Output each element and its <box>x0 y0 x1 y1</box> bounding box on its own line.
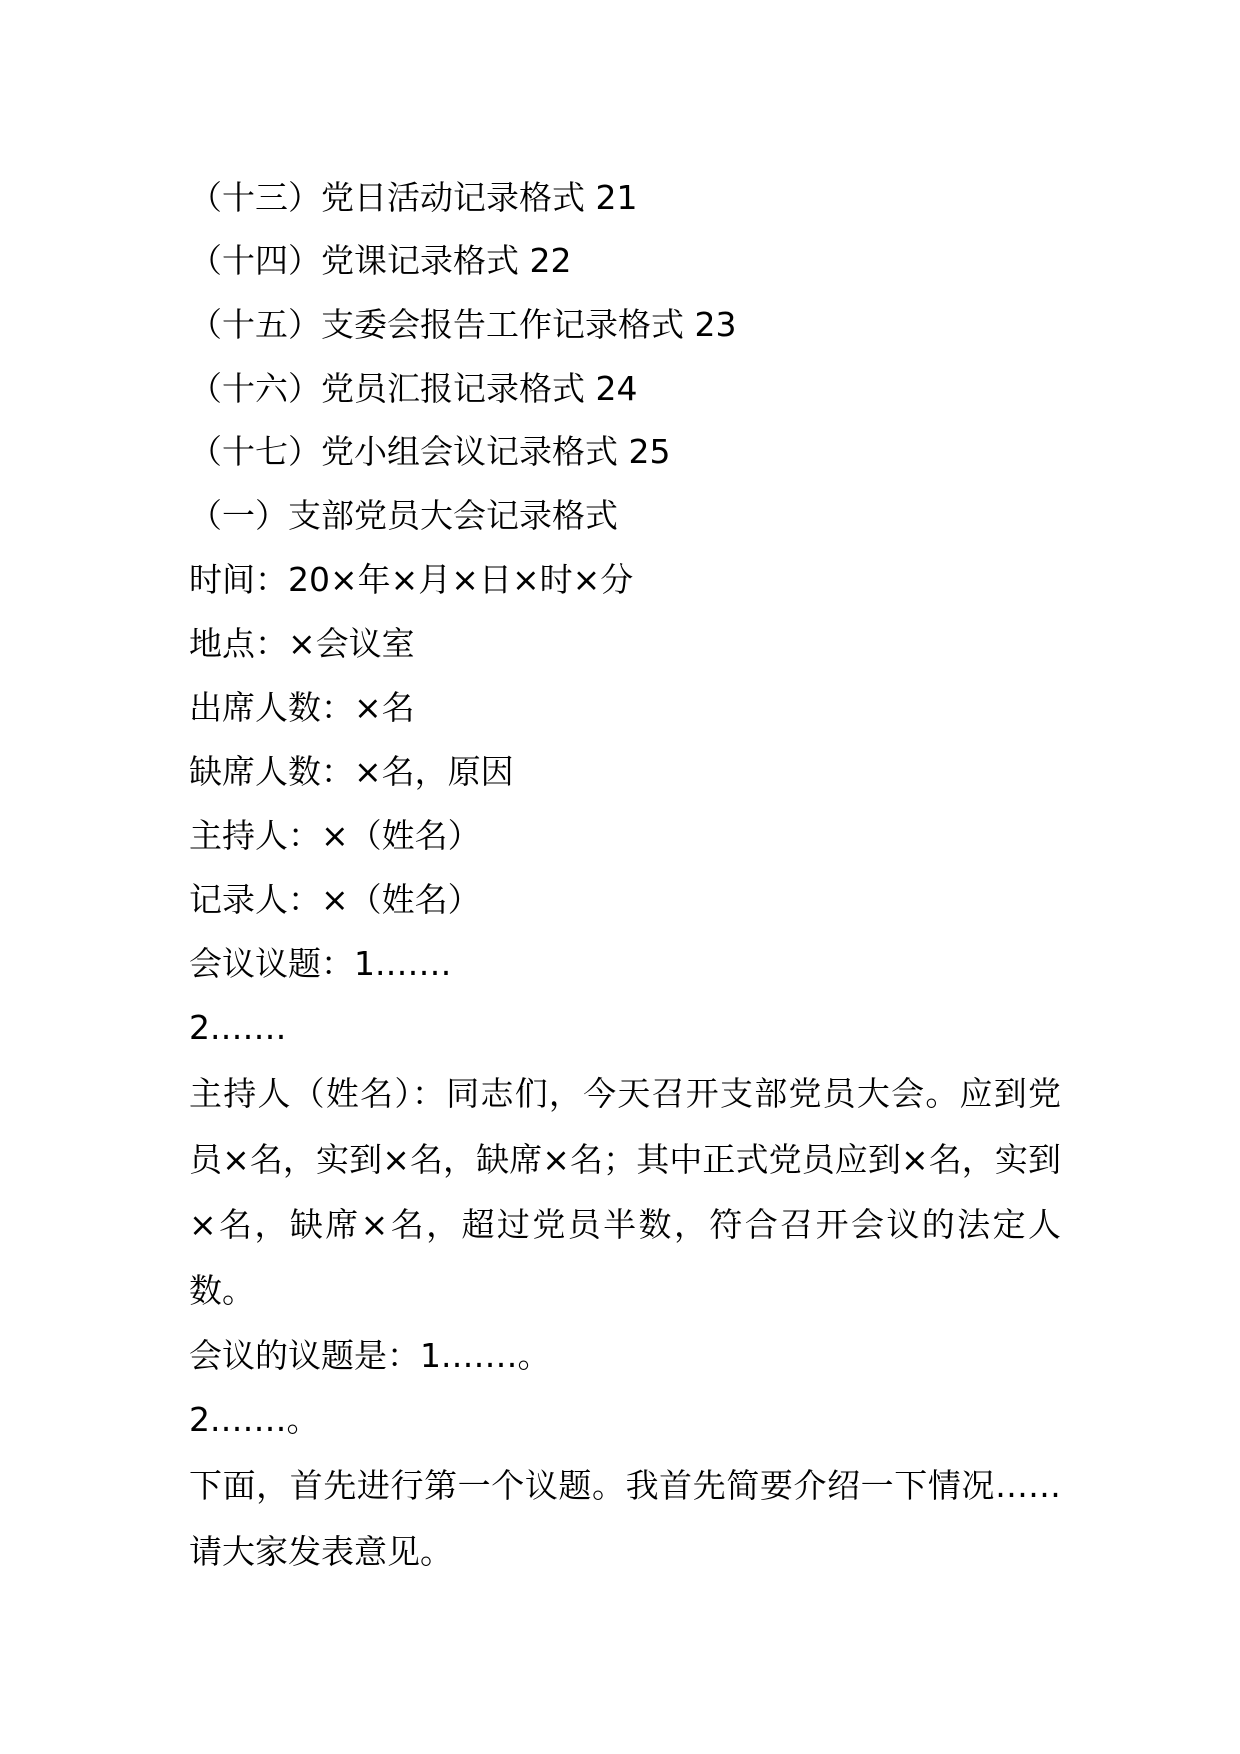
field-attendees: 出席人数：×名 <box>189 688 415 727</box>
toc-entry-16: （十六）党员汇报记录格式 24 <box>189 369 638 408</box>
section-heading: （一）支部党员大会记录格式 <box>189 496 618 535</box>
toc-entry-13: （十三）党日活动记录格式 21 <box>189 178 638 217</box>
field-topics-2: 2.…… <box>189 1008 287 1047</box>
agenda-line-1: 会议的议题是：1.……。 <box>189 1336 551 1375</box>
field-time: 时间：20×年×月×日×时×分 <box>189 560 634 599</box>
field-place: 地点：×会议室 <box>189 624 415 663</box>
field-recorder: 记录人：×（姓名） <box>189 880 481 919</box>
agenda-line-2: 2.……。 <box>189 1400 320 1439</box>
closing-paragraph: 下面，首先进行第一个议题。我首先简要介绍一下情况……请大家发表意见。 <box>189 1466 1061 1571</box>
host-speech-paragraph: 主持人（姓名）：同志们，今天召开支部党员大会。应到党员×名，实到×名，缺席×名；其中正式党员应到×名，实到×名，缺席×名，超过党员半数，符合召开会议的法定人数。 <box>189 1074 1061 1310</box>
toc-entry-15: （十五）支委会报告工作记录格式 23 <box>189 305 737 344</box>
toc-entry-14: （十四）党课记录格式 22 <box>189 241 572 280</box>
toc-entry-17: （十七）党小组会议记录格式 25 <box>189 432 671 471</box>
field-host: 主持人：×（姓名） <box>189 816 481 855</box>
field-absentees: 缺席人数：×名，原因 <box>189 752 514 791</box>
field-topics-1: 会议议题：1.…… <box>189 944 452 983</box>
